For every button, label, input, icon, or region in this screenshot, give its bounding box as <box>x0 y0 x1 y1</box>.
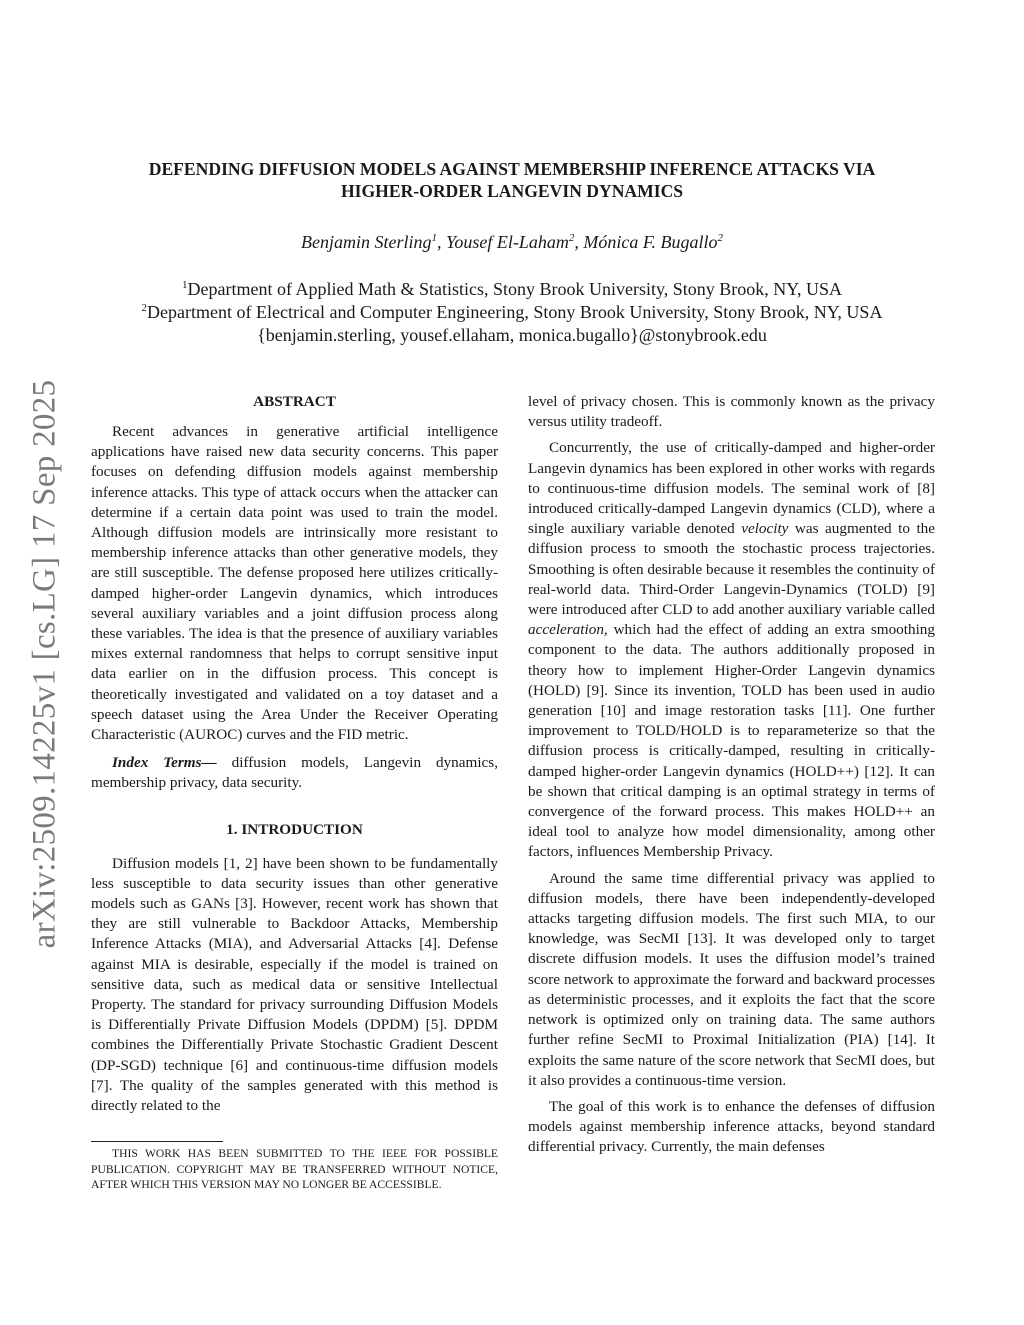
arxiv-identifier-stamp: arXiv:2509.14225v1 [cs.LG] 17 Sep 2025 <box>26 379 63 949</box>
introduction-paragraph-1-continued: level of privacy chosen. This is commonly known as the privacy versus utility tradeoff. <box>528 393 935 431</box>
affiliation-2 <box>60 301 964 324</box>
affiliation-text: Department of Applied Math & Statistics, Stony Brook University, Stony Brook, NY, USA <box>187 279 842 299</box>
affiliation-mark: 2 <box>141 302 148 314</box>
index-terms <box>91 753 498 793</box>
author-affiliation-mark: 2 <box>717 232 723 244</box>
index-terms-text: diffusion models, Langevin dynamics, membership privacy, data security. <box>91 754 498 792</box>
affiliation-mark: 1 <box>182 279 188 291</box>
affiliations <box>60 278 964 347</box>
paragraph-text: , which had the effect of adding an extra smoothing component to the data. The authors additionally proposed in theory how to implement Higher-Order Langevin dynamics (HOLD) [9]. Since its invention, TOLD has been used in audio generation [10] and image restoration tasks [11]. One further improvement to TOLD/HOLD is to reparameterize so that the diffusion process is critically-damped, resulting in critically-damped higher-order Langevin dynamics (HOLD++) [12]. It can be shown that critical damping is an optimal strategy in terms of convergence of the forward process. This makes HOLD++ an ideal tool to analyze how model dimensionality, among other factors, influences Membership Privacy. <box>528 621 935 861</box>
author-name: Benjamin Sterling <box>301 232 432 252</box>
author-separator: , <box>574 232 584 252</box>
left-column <box>91 392 498 1116</box>
author-emails: {benjamin.sterling, yousef.ellaham, monica.bugallo}@stonybrook.edu <box>257 325 767 345</box>
author-affiliation-mark: 2 <box>568 232 575 244</box>
introduction-paragraph-3: Around the same time differential privacy was applied to diffusion models, there have been independently-developed attacks targeting diffusion models. The first such MIA, to our knowledge, was SecMI [13]. It was developed only to target discrete diffusion models. It uses the diffusion model’s trained score network to approximate the forward and backward processes as deterministic processes, and it exploits the fact that the score network is optimized only on training data. The same authors further refine SecMI to Proximal Initialization (PIA) [14]. It exploits the same nature of the score network that SecMI does, but it also provides a continuous-time version. <box>528 869 935 1089</box>
author-name: Mónica F. Bugallo <box>583 232 718 252</box>
paper-title <box>60 158 964 202</box>
footnote: THIS WORK HAS BEEN SUBMITTED TO THE IEEE FOR POSSIBLE PUBLICATION. COPYRIGHT MAY BE TRANSFERRED WITHOUT NOTICE, AFTER WHICH THIS VERSION MAY NO LONGER BE ACCESSIBLE. <box>91 1147 498 1191</box>
introduction-paragraph-4: The goal of this work is to enhance the defenses of diffusion models against membership inference attacks, beyond standard differential privacy. Currently, the main defenses <box>528 1097 935 1156</box>
author-affiliation-mark: 1 <box>431 232 437 244</box>
paper-title-line-1: DEFENDING DIFFUSION MODELS AGAINST MEMBERSHIP INFERENCE ATTACKS VIA <box>148 159 876 179</box>
introduction-paragraph-2 <box>528 438 935 862</box>
paragraph-text: Concurrently, the use of critically-damped and higher-order Langevin dynamics has been explored in other works with regards to continuous-time diffusion models. The seminal work of [8] introduced critically-damped Langevin dynamics (CLD), where a single auxiliary variable denoted <box>528 439 935 538</box>
author-list <box>60 230 964 254</box>
author-separator: , <box>436 232 446 252</box>
affiliation-1 <box>60 278 964 301</box>
introduction-heading: 1. INTRODUCTION <box>226 820 363 838</box>
abstract-text: Recent advances in generative artificial intelligence applications have raised new data security concerns. This paper focuses on defending diffusion models against membership inference attacks. This type of attack occurs when the attacker can determine if a certain data point was used to train the model. Although diffusion models are intrinsically more resistant to membership inference attacks than other generative models, they are still susceptible. The defense proposed here utilizes critically-damped higher-order Langevin dynamics, which introduces several auxiliary variables and a joint diffusion process along these variables. The idea is that the presence of auxiliary variables mixes external randomness that helps to corrupt sensitive input data earlier on in the diffusion process. This concept is theoretically investigated and validated on a toy dataset and a speech dataset using the Area Under the Receiver Operating Characteristic (AUROC) curves and the FID metric. <box>91 423 498 744</box>
footnote-divider <box>91 1141 223 1142</box>
paper-title-line-2: HIGHER-ORDER LANGEVIN DYNAMICS <box>340 181 684 201</box>
paragraph-text: was augmented to the diffusion process to smooth the stochastic process trajectories. Smoothing is often desirable because it resembles the continuity of real-world data. Third-Order Langevin-Dynamics (TOLD) [9] were introduced after CLD to add another auxiliary variable called <box>528 520 936 619</box>
emphasized-term: acceleration <box>528 621 604 639</box>
introduction-paragraph-1: Diffusion models [1, 2] have been shown to be fundamentally less susceptible to data security issues than other generative models such as GANs [3]. However, recent work has shown that they are still vulnerable to Backdoor Attacks, Membership Inference Attacks (MIA), and Adversarial Attacks [4]. Defense against MIA is desirable, especially if the model is trained on sensitive data, such as medical data or sensitive Intellectual Property. The standard for privacy surrounding Diffusion Models is Differentially Private Diffusion Models (DPDM) [5]. DPDM combines the Differentially Private Stochastic Gradient Descent (DP-SGD) technique [6] and continuous-time diffusion models [7]. The quality of the samples generated with this method is directly related to the <box>91 854 498 1115</box>
emphasized-term: velocity <box>741 520 789 538</box>
right-column <box>528 392 935 1158</box>
author-name: Yousef El-Laham <box>445 232 569 252</box>
index-terms-label: Index Terms— <box>112 754 217 772</box>
affiliation-text: Department of Electrical and Computer Engineering, Stony Brook University, Stony Brook, NY, USA <box>147 302 883 322</box>
abstract-heading: ABSTRACT <box>253 393 336 410</box>
